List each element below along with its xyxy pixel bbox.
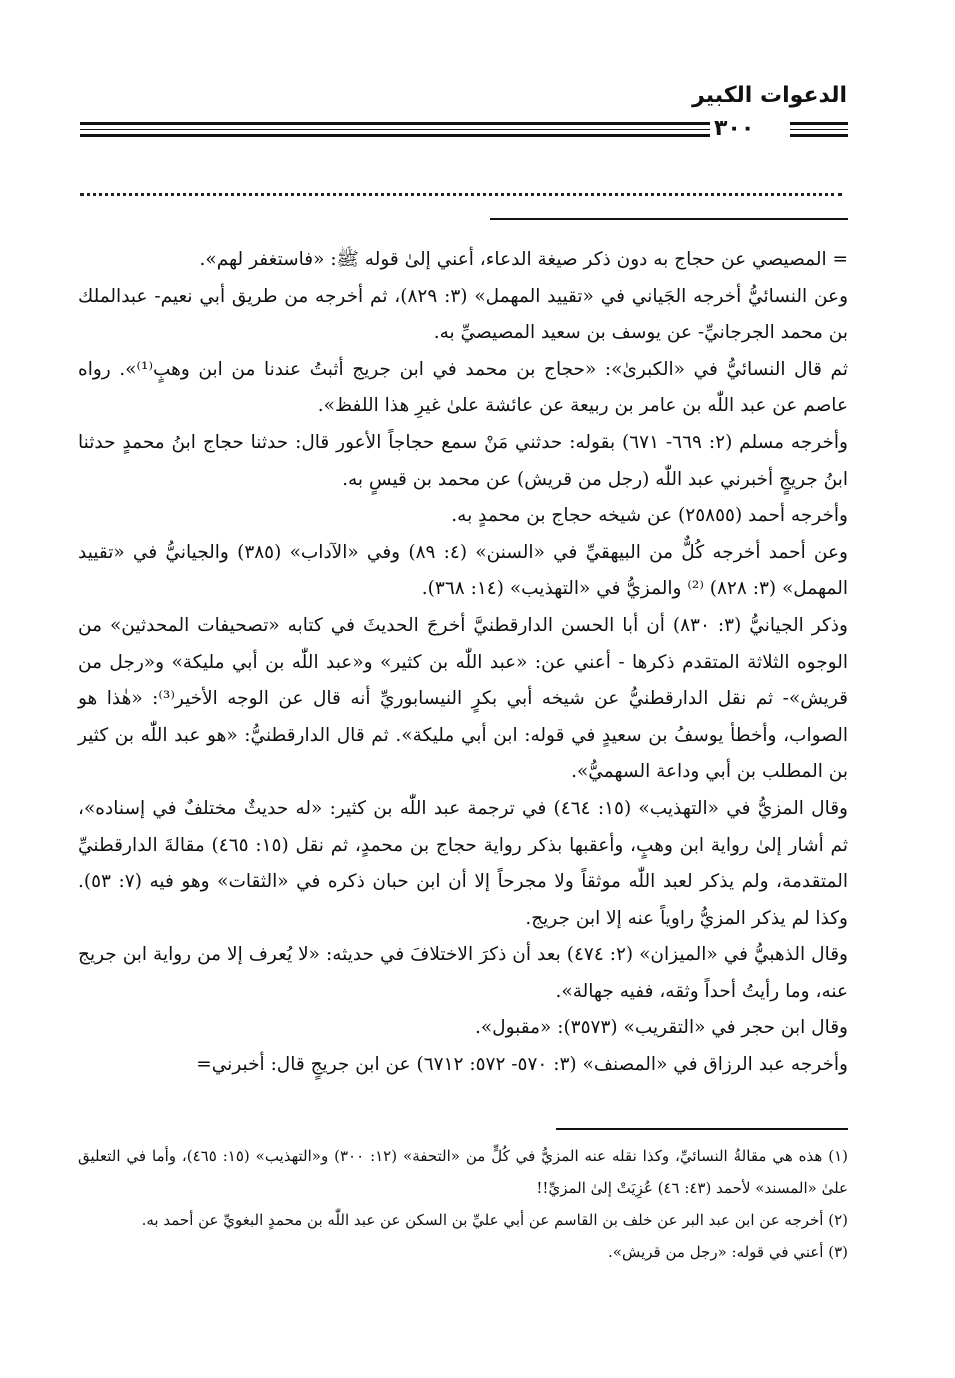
page-number: ٣٠٠ [714, 116, 755, 141]
paragraph: وقال المزيُّ في «التهذيب» (١٥: ٤٦٤) في ترجمة عبد اللّٰه بن كثير: «له حديثٌ مختلفٌ في إسناده»، ثم أشار إلىٰ رواية ابن وهبٍ، وأعقبها بذكر رواية حجاج بن محمدٍ، ثم نقل (١٥: ٤٦٥) مقالةَ الدارقطنيِّ المتقدمة، ولم يذكر لعبد اللّٰه موثقاً ولا مجرحاً إلا أن ابن حبان ذكره في «الثقات» وهو فيه (٧: ٥٣). وكذا لم يذكر المزيُّ راوياً عنه إلا ابن جريج. [78, 797, 848, 929]
footnote: (١) هذه هي مقالةُ النسائيِّ، وكذا نقله عنه المزيُّ في كُلٍّ من «التحفة» (١٢: ٣٠٠) و«التهذيب» (١٥: ٤٦٥)، وأما في التعليق علىٰ «المسند» لأحمد (٤٣: ٤٦) عُزِيَتْ إلىٰ المزيِّ!! [78, 1147, 849, 1197]
dotted-separator [80, 193, 842, 196]
paragraph: وأخرجه عبد الرزاق في «المصنف» (٣: ٥٧٠- ٥٧٢: ٦٧١٢) عن ابن جريجٍ قال: أخبرني= [196, 1054, 848, 1076]
paragraph: وأخرجه مسلم (٢: ٦٦٩- ٦٧١) بقوله: حدثني مَنْ سمع حجاجاً الأعور قال: حدثنا حجاج ابنُ محمدٍ حدثنا ابنُ جريجٍ أخبرني عبد اللّٰه (رجل من قريش) عن محمد بن قيسٍ به. [78, 431, 848, 490]
text-top-rule [490, 218, 848, 220]
header-rule-right-thin [790, 129, 848, 130]
paragraph: وقال ابن حجر في «التقريب» (٣٥٧٣): «مقبول». [474, 1017, 848, 1039]
header-rule-right-thick-lower [790, 134, 848, 137]
header-rule-right-thick [790, 122, 848, 125]
paragraph: وأخرجه أحمد (٢٥٨٥٥) عن شيخه حجاج بن محمدٍ به. [451, 505, 848, 527]
main-text [78, 242, 848, 1084]
header-rule-thin [80, 129, 710, 130]
header-rule-thick-lower [80, 134, 710, 137]
footnote-separator [556, 1128, 848, 1130]
paragraph: وقال الذهبيُّ في «الميزان» (٢: ٤٧٤) بعد أن ذكرَ الاختلافَ في حديثه: «لا يُعرف إلا من رواية ابن جريج عنه، وما رأيتُ أحداً وثقه، ففيه جهالة». [78, 944, 848, 1002]
header-rule-thick [80, 122, 710, 125]
footnote: (٣) أعني في قوله: «رجل من قريش». [608, 1243, 848, 1261]
paragraph: وذكر الجيانيُّ (٣: ٨٣٠) أن أبا الحسن الدارقطنيَّ أخرجَ الحديثَ في كتابه «تصحيفات المحدثين» من الوجوه الثلاثة المتقدم ذكرها - أعني عن: «عبد اللّٰه بن كثير» و«عبد اللّٰه بن أبي مليكة» و«رجل من قريش»- ثم نقل الدارقطنيُّ عن شيخه أبي بكرٍ النيسابوريِّ أنه قال عن الوجه الأخير⁽³⁾: «هٰذا هو الصواب، وأخطأ يوسفُ بن سعيدٍ في قوله: ابن أبي مليكة». ثم قال الدارقطنيُّ: «هو عبد اللّٰه بن كثير بن المطلب بن أبي وداعة السهميُّ». [78, 614, 849, 783]
paragraph: = المصيصي عن حجاج به دون ذكر صيغة الدعاء، أعني إلىٰ قوله ﷺ: «فاستغفر لهم». [199, 249, 848, 270]
paragraph: وعن النسائيُّ أخرجه الجَياني في «تقييد المهمل» (٣: ٨٢٩)، ثم أخرجه من طريق أبي نعيم- عبدالملك بن محمد الجرجانيِّ- عن يوسف بن سعيد المصيصيِّ به. [78, 285, 849, 344]
paragraph: وعن أحمد أخرجه كُلٌّ من البيهقيِّ في «السنن» (٤: ٨٩) وفي «الآداب» (٣٨٥) والجيانيُّ في «تقييد المهمل» (٣: ٨٢٨) ⁽²⁾ والمزيُّ في «التهذيب» (١٤: ٣٦٨). [78, 541, 848, 600]
paragraph: ثم قال النسائيُّ في «الكبرىٰ»: «حجاج بن محمد في ابن جريج أثبتُ عندنا من ابن وهبٍ⁽¹⁾». رواه عاصم عن عبد اللّٰه بن عامر بن ربيعة عن عائشة علىٰ غيرِ هذا اللفظ». [78, 358, 849, 417]
footnotes [78, 1140, 848, 1268]
running-header-title: الدعوات الكبير [692, 83, 847, 108]
footnote: (٢) أخرجه عن ابن عبد البر عن خلف بن القاسم عن أبي عليِّ بن السكن عن عبد اللّٰه بن محمدٍ البغويِّ عن أحمد به. [141, 1211, 848, 1229]
